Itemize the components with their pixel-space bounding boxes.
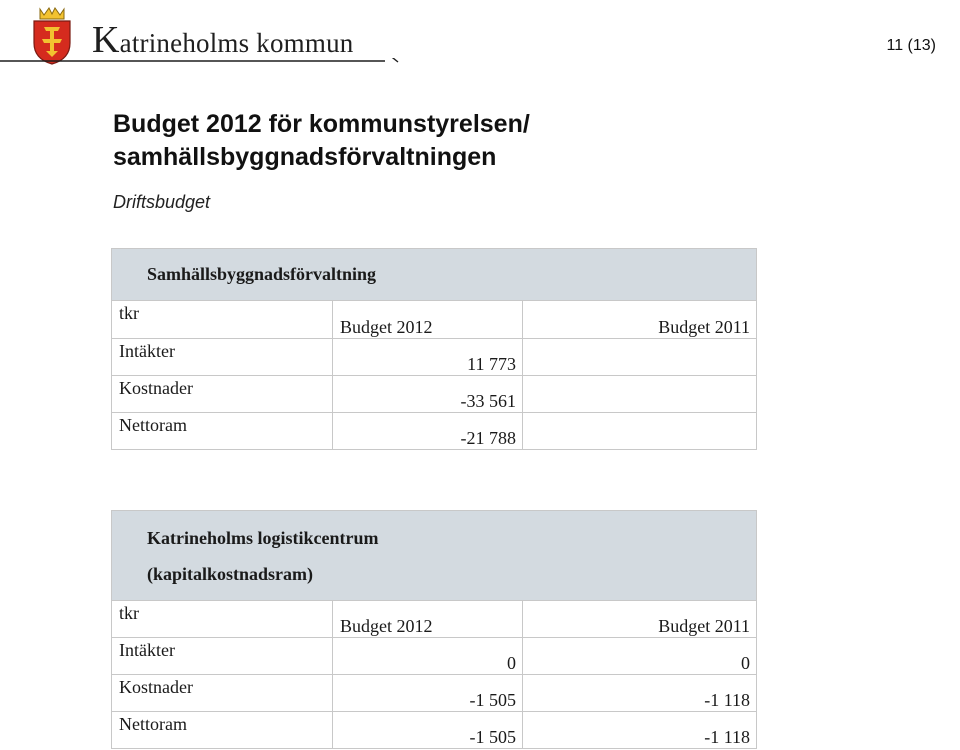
row-label: Kostnader — [112, 675, 333, 712]
table-row — [112, 413, 757, 450]
table-cell — [523, 339, 757, 376]
column-header: Budget 2012 — [333, 301, 523, 339]
table-row — [112, 675, 757, 712]
row-label: Nettoram — [112, 413, 333, 450]
table-title: Katrineholms logistikcentrum (kapitalkostnadsram) — [112, 511, 757, 601]
municipality-logo-text: Katrineholms kommun — [92, 19, 354, 61]
column-header: Budget 2011 — [523, 601, 757, 638]
table-cell: -21 788 — [333, 413, 523, 450]
unit-label: tkr — [112, 301, 333, 339]
budget-table-logistikcentrum — [111, 510, 757, 749]
table-cell: -1 505 — [333, 675, 523, 712]
table-cell — [523, 413, 757, 450]
table-title: Samhällsbyggnadsförvaltning — [112, 249, 757, 301]
table-row — [112, 712, 757, 749]
municipal-crest-icon — [30, 5, 74, 65]
row-label: Intäkter — [112, 638, 333, 675]
budget-table-samhallsbyggnad — [111, 248, 757, 450]
table-row — [112, 376, 757, 413]
column-header: Budget 2012 — [333, 601, 523, 638]
page-header — [0, 0, 960, 70]
table-header-row — [112, 511, 757, 601]
row-label: Nettoram — [112, 712, 333, 749]
table-cell: -1 505 — [333, 712, 523, 749]
column-header: Budget 2011 — [523, 301, 757, 339]
page-subtitle: Driftsbudget — [113, 192, 211, 212]
row-label: Intäkter — [112, 339, 333, 376]
page-title: Budget 2012 för kommunstyrelsen/ samhällsbyggnadsförvaltningen — [113, 110, 530, 171]
row-label: Kostnader — [112, 376, 333, 413]
table-cell: -1 118 — [523, 712, 757, 749]
table-cell: 11 773 — [333, 339, 523, 376]
table-cell: -33 561 — [333, 376, 523, 413]
page-number: 11 (13) — [886, 37, 936, 54]
header-rule — [0, 58, 402, 66]
table-cell: -1 118 — [523, 675, 757, 712]
unit-label: tkr — [112, 601, 333, 638]
table-cell — [523, 376, 757, 413]
table-column-header-row — [112, 301, 757, 339]
table-row — [112, 339, 757, 376]
table-header-row — [112, 249, 757, 301]
table-row — [112, 638, 757, 675]
table-cell: 0 — [523, 638, 757, 675]
table-cell: 0 — [333, 638, 523, 675]
table-column-header-row — [112, 601, 757, 638]
